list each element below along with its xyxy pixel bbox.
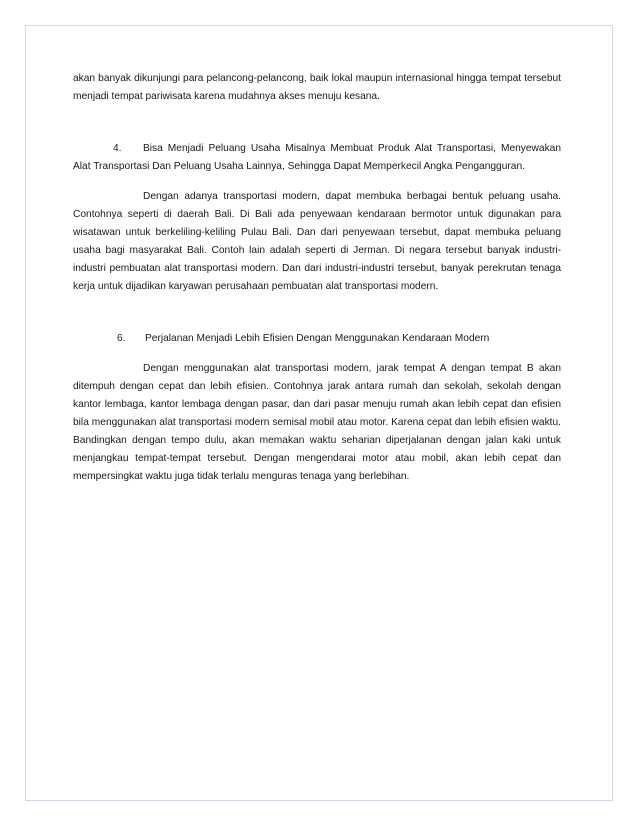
document-body bbox=[73, 70, 561, 486]
paragraph-efisien: Dengan menggunakan alat transportasi modern, jarak tempat A dengan tempat B akan ditempuh dengan cepat dan lebih efisien. Contohnya jarak antara rumah dan sekolah, sekolah dengan kantor lembaga, kantor lembaga dengan pasar, dan dari pasar menuju rumah akan lebih cepat dan efisien bila menggunakan alat transportasi modern semisal mobil atau motor. Karena cepat dan lebih efisien waktu. Bandingkan dengan tempo dulu, akan memakan waktu seharian diperjalanan dengan jalan kaki untuk menjangkau tempat-tempat tersebut. Dengan mengendarai motor atau mobil, akan lebih cepat dan mempersingkat waktu juga tidak terlalu menguras tenaga yang berlebihan. bbox=[73, 363, 561, 482]
heading-text: Bisa Menjadi Peluang Usaha Misalnya Membuat Produk Alat Transportasi, Menyewakan Alat Transportasi Dan Peluang Usaha Lainnya, Sehingga Dapat Memperkecil Angka Pengangguran. bbox=[73, 143, 561, 172]
heading-number: 4. bbox=[113, 143, 122, 154]
heading-item-6 bbox=[73, 330, 561, 348]
paragraph-peluang-usaha: Dengan adanya transportasi modern, dapat membuka berbagai bentuk peluang usaha. Contohnya seperti di daerah Bali. Di Bali ada penyewaan kendaraan bermotor untuk digunakan para wisatawan untuk berkeliling-keliling Pulau Bali. Dan dari penyewaan tersebut, dapat membuka peluang usaha bagi masyarakat Bali. Contoh lain adalah seperti di Jerman. Di negara tersebut banyak industri-industri pembuatan alat transportasi modern. Dan dari industri-industri tersebut, banyak perekrutan tenaga kerja untuk dijadikan karyawan perusahaan pembuatan alat transportasi modern. bbox=[73, 191, 561, 292]
heading-text: Perjalanan Menjadi Lebih Efisien Dengan Menggunakan Kendaraan Modern bbox=[145, 333, 490, 344]
heading-number: 6. bbox=[117, 333, 126, 344]
heading-item-4 bbox=[73, 140, 561, 176]
paragraph-continuation: akan banyak dikunjungi para pelancong-pelancong, baik lokal maupun internasional hingga tempat tersebut menjadi tempat pariwisata karena mudahnya akses menuju kesana. bbox=[73, 73, 561, 102]
